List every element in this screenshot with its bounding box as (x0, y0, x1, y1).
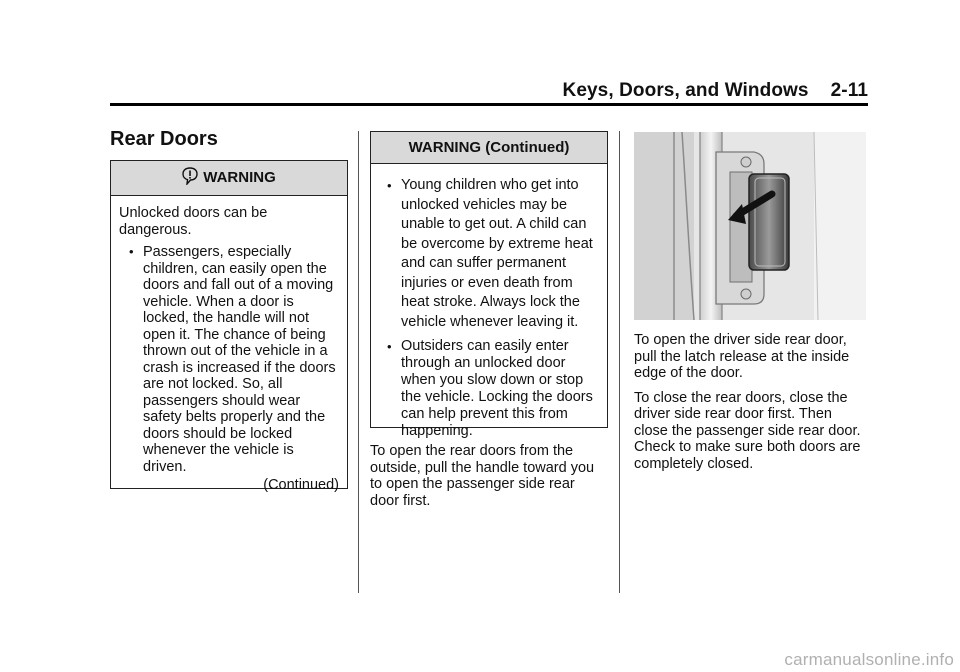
bullet-dot: • (129, 244, 134, 259)
warning-continued-body (371, 164, 607, 440)
warning-bullet (377, 176, 601, 332)
warning-bullet (377, 338, 601, 440)
header-title (563, 80, 869, 102)
warning-intro: Unlocked doors can be dangerous. (119, 205, 268, 238)
watermark: carmanualsonline.info (784, 650, 954, 669)
page-number: 2-11 (830, 80, 868, 101)
warning-speech-bubble-icon (182, 164, 198, 198)
warning-bullet-text: Outsiders can easily enter through an unlocked door when you slow down or stop the vehicle. Locking the doors can help prevent this from happening. (401, 338, 593, 439)
warning-bullet-text: Young children who get into unlocked vehicles may be unable to get out. A child can be overcome by extreme heat and can suffer permanent injuries or even death from heat stroke. Always lock the vehicle whenever leaving it. (401, 177, 593, 330)
warning-bullet-text: Passengers, especially children, can easily open the doors and fall out of a moving vehicle. When a door is locked, the handle will not open it. The chance of being thrown out of the vehicle in a crash is increased if the doors are not locked. So, all passengers should wear safety belts properly and the doors should be locked whenever the vehicle is driven. (143, 244, 336, 475)
column-divider-1 (358, 131, 359, 593)
warning-continued-header: WARNING (Continued) (371, 132, 607, 164)
chapter-title: Keys, Doors, and Windows (562, 80, 809, 101)
body-paragraph (370, 443, 606, 517)
warning-box (110, 160, 348, 493)
section-title: Rear Doors (110, 128, 218, 150)
warning-box-continued (370, 131, 608, 439)
warning-body (111, 196, 347, 494)
body-text-column-3 (634, 332, 866, 480)
warning-header (111, 161, 347, 196)
header-rule (110, 103, 868, 106)
paragraph-open-driver-door: To open the driver side rear door, pull the latch release at the inside edge of the door. (634, 332, 850, 381)
door-latch-drawing (634, 132, 866, 320)
paragraph-close-rear-doors: To close the rear doors, close the driver side rear door first. Then close the passenger side rear door. Check to make sure both doors are completely closed. (634, 389, 861, 472)
paragraph-open-rear-doors: To open the rear doors from the outside, pull the handle toward you to open the passenger side rear door first. (370, 443, 595, 509)
door-latch-illustration (634, 132, 866, 320)
bullet-dot: • (387, 339, 392, 354)
warning-bullet (119, 244, 339, 475)
bullet-dot: • (387, 178, 392, 193)
continued-label: (Continued) (263, 477, 339, 493)
column-divider-2 (619, 131, 620, 593)
warning-heading: WARNING (203, 169, 276, 186)
